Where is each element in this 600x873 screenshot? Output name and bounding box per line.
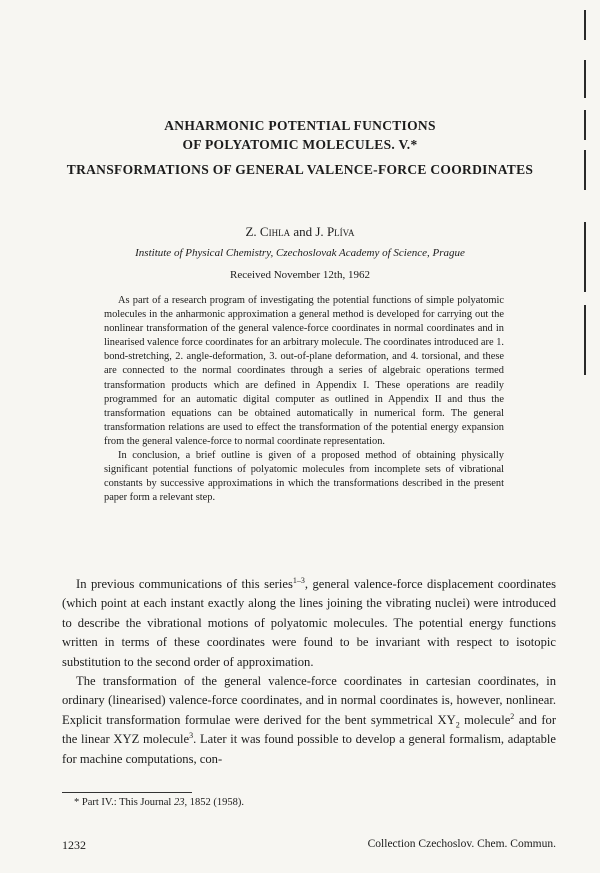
abstract-paragraph-2: In conclusion, a brief outline is given of a proposed method of obtaining physically significant potential functions of polyatomic molecules from incomplete sets of vibrational constants by successive approximations in which the transformations described in the present paper form a relevant step. [104, 450, 504, 504]
scan-artifact-line [584, 305, 586, 375]
footnote-text: Part IV.: This Journal [81, 797, 174, 808]
institute-affiliation: Institute of Physical Chemistry, Czechoslovak Academy of Science, Prague [135, 247, 465, 259]
footnote-rule [62, 792, 192, 793]
author1-initial: Z. [245, 224, 260, 239]
body-text-span: and for the linear XYZ molecule [62, 712, 557, 747]
article-subtitle: TRANSFORMATIONS OF GENERAL VALENCE-FORCE COORDINATES [66, 162, 534, 177]
article-title-line-1: ANHARMONIC POTENTIAL FUNCTIONS [164, 118, 436, 133]
body-text-span: The transformation of the general valence-force coordinates in cartesian coordinates, in ordinary (linearised) valence-force coordinates, and in normal coordinates is, however, nonlinear. Explicit transformation formulae were derived for the bent symmetrical XY [62, 674, 556, 727]
scan-artifact-line [584, 60, 586, 98]
footnote-mark: * [74, 797, 82, 808]
citation-ref: 3 [189, 731, 194, 741]
body-text-span: . Later it was found possible to develop a general formalism, adaptable for machine computations, con- [62, 732, 556, 766]
footnote [74, 797, 244, 808]
footnote-volume: 23 [173, 797, 185, 808]
authors-and: and [290, 224, 316, 239]
footnote-text-end: , 1852 (1958). [184, 797, 244, 808]
author2-initial: J. [315, 224, 327, 239]
body-paragraph-1 [62, 575, 556, 672]
page-number: 1232 [62, 838, 86, 852]
abstract [104, 294, 504, 505]
abstract-paragraph-1: As part of a research program of investigating the potential functions of simple polyatomic molecules in the anharmonic approximation a general method is developed for carrying out the nonlinear transformation of the general valence-force coordinates in normal coordinates and in linearised valence force coordinates for an arbitrary molecule. The coordinates introduced are 1. bond-stretching, 2. angle-deformation, 3. out-of-plane deformation, and 4. torsional, and these are connected to the normal coordinates through a series of algebraic operations termed transformation products which are defined in Appendix I. These operations are readily programmed for an automatic digital computer as outlined in Appendix II and thus the transformation equations can be obtained automatically in numerical form. The general transformation relations are used to effect the transformation of the potential energy expansion from the general valence-force to normal coordinate representation. [104, 295, 504, 447]
authors [0, 224, 600, 240]
citation-ref: 2 [510, 711, 515, 721]
received-date: Received November 12th, 1962 [230, 269, 370, 281]
citation-ref: 1–3 [292, 575, 305, 585]
body-text [62, 575, 556, 769]
journal-name: Collection Czechoslov. Chem. Commun. [367, 838, 556, 850]
body-text-span: , general valence-force displacement coordinates (which point at each instant exactly along the lines joining the vibrating nuclei) were introduced to describe the vibrational motions of polyatomic molecules. The potential energy functions written in terms of these coordinates were found to be invariant with respect to isotopic substitution to the second order of approximation. [62, 577, 556, 669]
author2-surname: Plíva [326, 224, 355, 239]
scan-artifact-line [584, 10, 586, 40]
body-paragraph-2 [62, 672, 556, 769]
formula-subscript: 2 [455, 720, 460, 730]
author1-surname: Cihla [259, 224, 291, 239]
article-title-line-2: OF POLYATOMIC MOLECULES. V.* [182, 137, 418, 152]
body-text-span: In previous communications of this series [76, 577, 293, 591]
body-text-span: molecule [459, 712, 511, 727]
